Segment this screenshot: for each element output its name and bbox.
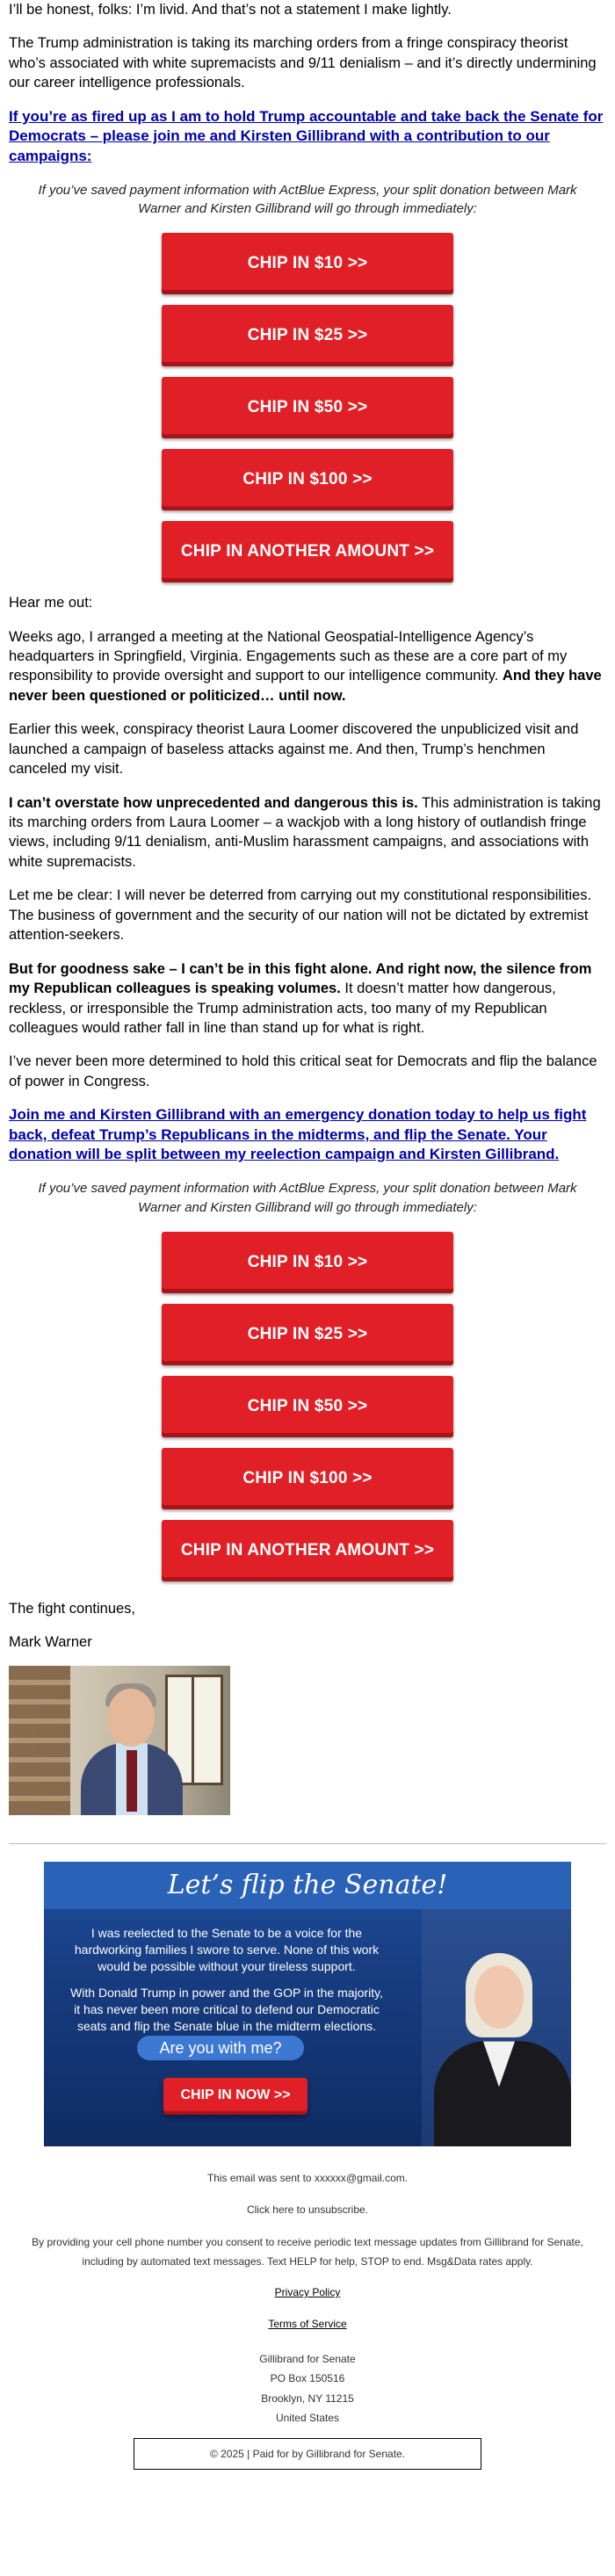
body-paragraph-5 [9,793,606,872]
body-paragraph-4: Earlier this week, conspiracy theorist Laura Loomer discovered the unpublicized visit and launched a campaign of baseless attacks against me. And then, Trump’s henchmen canceled my visit. [9,721,579,778]
banner-headline: Let’s flip the Senate! [44,1862,571,1909]
body-paragraph-5-text: This administration is taking its marching orders from Laura Loomer – a wackjob with a long history of outlandish fringe views, including 9/11 denialism, anti-Muslim harassment campaigns, and associations with white supremacists. [9,794,601,870]
chip-in-50-button[interactable]: CHIP IN $50 >> [162,377,453,438]
mailing-address [9,2349,606,2428]
chip-in-25-button[interactable]: CHIP IN $25 >> [162,1304,453,1365]
address-city: Brooklyn, NY 11215 [261,2391,354,2405]
body-paragraph-5-bold: I can’t overstate how unprecedented and dangerous this is. [9,794,418,811]
chip-in-other-button[interactable]: CHIP IN ANOTHER AMOUNT >> [162,1520,453,1581]
sms-disclaimer: By providing your cell phone number you consent to receive periodic text message updates from Gillibrand for Senate, including by automated text messages. Text HELP for help, STOP to end. Msg&Data rates apply. [32,2235,583,2268]
privacy-policy-link[interactable]: Privacy Policy [274,2286,341,2299]
chip-in-10-button[interactable]: CHIP IN $10 >> [162,1232,453,1293]
chip-in-100-button[interactable]: CHIP IN $100 >> [162,449,453,510]
email-footer [9,2169,606,2470]
actblue-note-2: If you’ve saved payment information with ActBlue Express, your split donation between Mark Warner and Kirsten Gillibrand will go through immediately: [38,1181,577,1215]
signoff-name: Mark Warner [9,1634,92,1651]
intro-paragraph-2: The Trump administration is taking its marching orders from a fringe conspiracy theorist who’s associated with white supremacists and 9/11 denialism – and it’s directly undermining our career intelligence professionals. [9,35,597,91]
sent-to-text: This email was sent to [206,2172,315,2185]
donate-link-1[interactable]: If you’re as fired up as I am to hold Trump accountable and take back the Senate for Democrats – please join me and Kirsten Gillibrand with a contribution to our campaigns: [9,107,604,164]
recipient-email: xxxxxx@gmail.com. [314,2172,409,2185]
donate-link-2[interactable]: Join me and Kirsten Gillibrand with an emergency donation today to help us fight back, defeat Trump’s Republicans in the midterms, and flip the Senate. Your donation will be split between my reelection campaign and Kirsten Gillibrand. [9,1106,587,1163]
body-paragraph-3-text: Weeks ago, I arranged a meeting at the National Geospatial-Intelligence Agency’s headquarters in Springfield, Virginia. Engagements such as these are a core part of my responsibility to provide oversight and support to our intelligence community. [9,628,568,684]
body-paragraph-3 [9,627,606,706]
body-paragraph-8: I’ve never been more determined to hold this critical seat for Democrats and flip the balance of power in Congress. [9,1053,597,1089]
kirsten-gillibrand-portrait [422,1909,571,2146]
chip-in-10-button[interactable]: CHIP IN $10 >> [162,233,453,294]
banner-text-1: I was reelected to the Senate to be a voice for the hardworking families I swore to serve. None of this work would be possible without your tireless support. [74,1926,380,1973]
mark-warner-photo [9,1666,230,1815]
sent-to-line [9,2169,606,2189]
body-paragraph-6: Let me be clear: I will never be deterred from carrying out my constitutional responsibilities. The business of government and the security of our nation will not be dictated by extremist attention-seekers. [9,887,592,944]
chip-in-other-button[interactable]: CHIP IN ANOTHER AMOUNT >> [162,521,453,582]
body-paragraph-7 [9,959,606,1038]
donate-button-group-2 [9,1232,606,1592]
banner-text-2: With Donald Trump in power and the GOP in the majority, it has never been more critical to defend our Democratic seats and flip the Senate blue in the midterm elections. [70,1986,383,2033]
donate-button-group-1 [9,233,606,593]
chip-in-100-button[interactable]: CHIP IN $100 >> [162,1448,453,1509]
address-country: United States [275,2411,340,2424]
unsubscribe-link[interactable]: Click here to unsubscribe. [246,2203,369,2217]
hear-me-out: Hear me out: [9,595,93,611]
terms-of-service-link[interactable]: Terms of Service [268,2317,347,2330]
paid-for-box: © 2025 | Paid for by Gillibrand for Senate. [134,2438,481,2470]
signoff-closing: The fight continues, [9,1600,136,1617]
intro-paragraph-1: I’ll be honest, folks: I’m livid. And that’s not a statement I make lightly. [9,2,452,18]
are-you-with-me-pill: Are you with me? [137,2036,304,2060]
address-org: Gillibrand for Senate [259,2353,356,2366]
body-paragraph-7-bold: But for goodness sake – I can’t be in this fight alone. And right now, the silence from my Republican colleagues is speaking volumes. [9,960,592,997]
chip-in-now-button[interactable]: CHIP IN NOW >> [163,2078,308,2115]
body-paragraph-7-text: It doesn’t matter how dangerous, reckless, or irresponsible the Trump administration acts, too many of my Republican colleagues would rather fall in line than stand up for what is right. [9,980,556,1036]
address-po: PO Box 150516 [270,2372,345,2385]
divider [9,1843,606,1844]
actblue-note-1: If you’ve saved payment information with ActBlue Express, your split donation between Mark Warner and Kirsten Gillibrand will go through immediately: [38,182,577,217]
chip-in-50-button[interactable]: CHIP IN $50 >> [162,1376,453,1437]
flip-senate-banner[interactable] [44,1862,571,2146]
chip-in-25-button[interactable]: CHIP IN $25 >> [162,305,453,366]
banner-text [69,1925,385,2044]
body-paragraph-3-bold: And they have never been questioned or politicized… until now. [9,668,602,704]
